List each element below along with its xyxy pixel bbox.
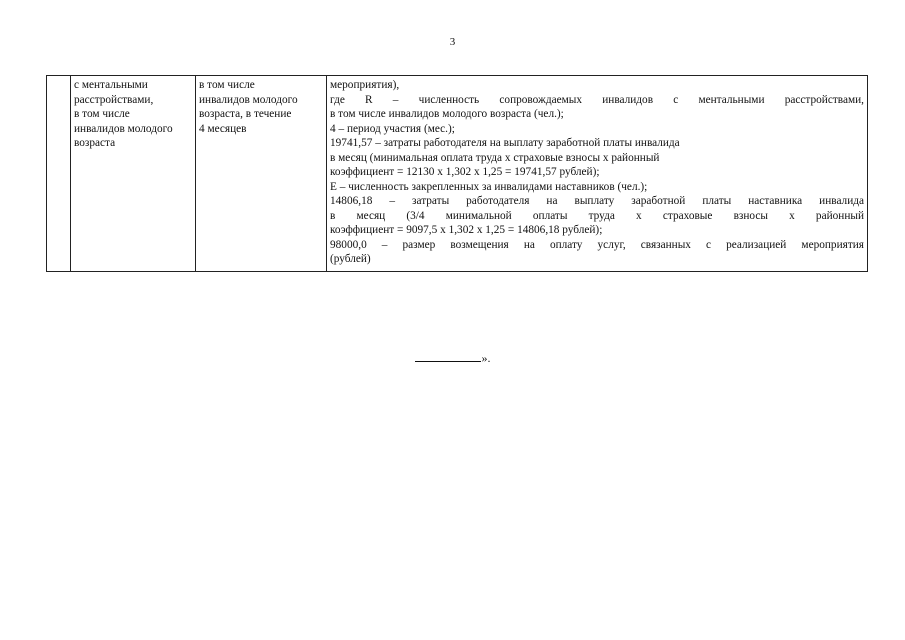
- period-line: возраста, в течение: [199, 108, 292, 120]
- formula-line: 98000,0 – размер возмещения на оплату услуг, связанных с реализацией мероприятия: [330, 238, 864, 251]
- category-line: с ментальными: [74, 79, 148, 91]
- category-line: в том числе: [74, 108, 130, 120]
- category-line: расстройствами,: [74, 93, 154, 106]
- formula-line: мероприятия),: [330, 79, 400, 91]
- closing-quote: ».: [481, 351, 491, 365]
- formula-line: в том числе инвалидов молодого возраста (чел.);: [330, 108, 564, 120]
- formula-line: 14806,18 – затраты работодателя на выплату заработной платы наставника инвалида: [330, 195, 864, 207]
- formula-line: E – численность закрепленных за инвалидами наставников (чел.);: [330, 180, 648, 193]
- category-line: возраста: [74, 137, 116, 149]
- period-line: 4 месяцев: [199, 122, 247, 135]
- formula-line: 19741,57 – затраты работодателя на выплату заработной платы инвалида: [330, 137, 680, 149]
- period-line: инвалидов молодого: [199, 93, 298, 106]
- category-line: инвалидов молодого: [74, 122, 173, 135]
- formula-line: в месяц (минимальная оплата труда х страховые взносы х районный: [330, 151, 660, 164]
- formula-line: где R – численность сопровождаемых инвалидов с ментальными расстройствами,: [330, 93, 864, 106]
- blank-underline: [415, 350, 481, 362]
- period-cell: [196, 76, 327, 272]
- table-row: [47, 76, 868, 272]
- formula-line: (рублей): [330, 253, 371, 265]
- period-line: в том числе: [199, 79, 255, 91]
- formula-line: 4 – период участия (мес.);: [330, 122, 455, 135]
- measures-table: [46, 75, 868, 272]
- closing-mark: [0, 350, 905, 365]
- row-number-cell: [47, 76, 71, 272]
- formula-cell: [327, 76, 868, 272]
- formula-line: коэффициент = 12130 х 1,302 х 1,25 = 19741,57 рублей);: [330, 166, 600, 178]
- category-cell: [71, 76, 196, 272]
- formula-line: коэффициент = 9097,5 х 1,302 х 1,25 = 14806,18 рублей);: [330, 224, 603, 236]
- page-number: 3: [449, 36, 456, 48]
- formula-line: в месяц (3/4 минимальной оплаты труда х страховые взносы х районный: [330, 209, 864, 222]
